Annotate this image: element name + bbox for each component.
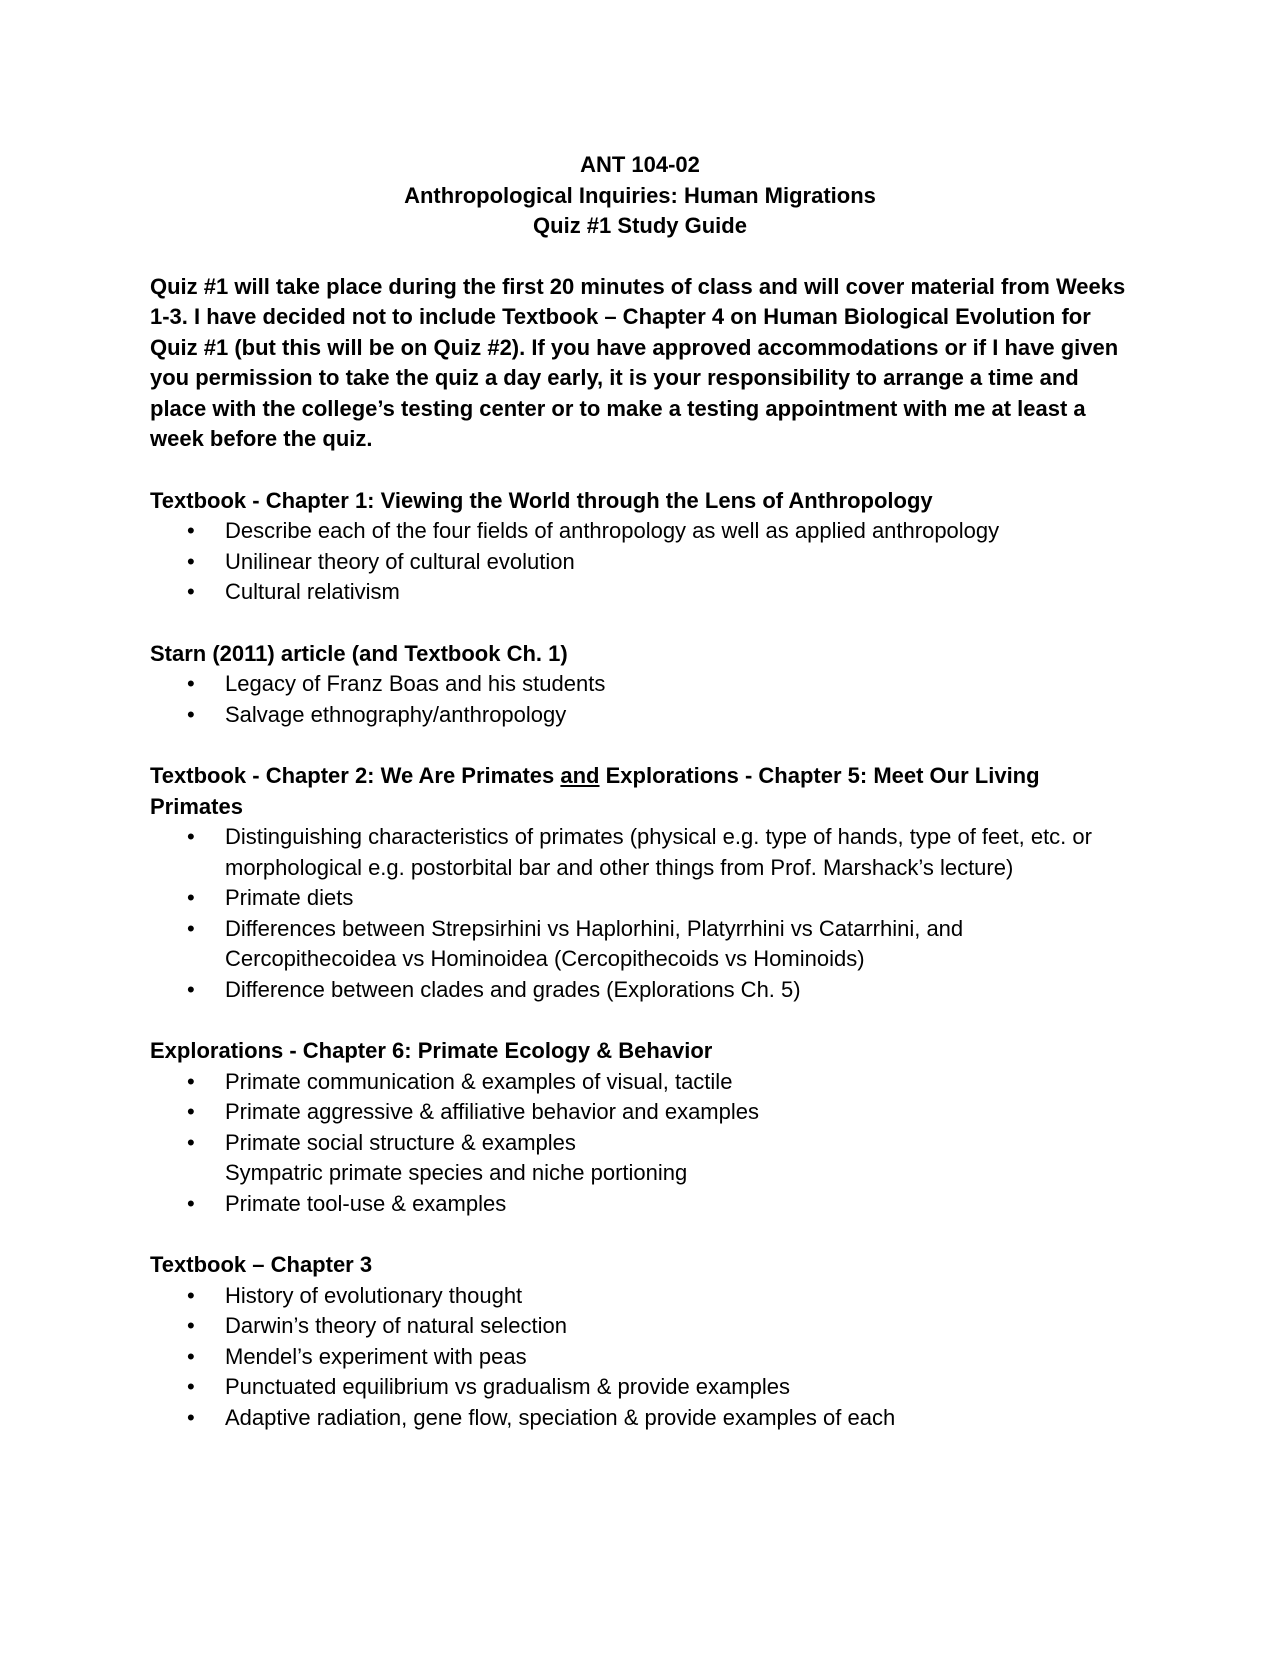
list-item: • Primate social structure & examples [150, 1128, 1130, 1159]
list-item: • Difference between clades and grades (Explorations Ch. 5) [150, 975, 1130, 1006]
list-item: • Salvage ethnography/anthropology [150, 700, 1130, 731]
course-code: ANT 104-02 [580, 152, 700, 177]
section-title-part: Textbook - Chapter 2: We Are Primates [150, 763, 561, 788]
list-item: • Describe each of the four fields of anthropology as well as applied anthropology [150, 516, 1130, 547]
list-item: • Legacy of Franz Boas and his students [150, 669, 1130, 700]
section-title: Starn (2011) article (and Textbook Ch. 1) [150, 640, 568, 666]
section-chapter-3 [150, 1250, 1130, 1433]
list-item: • Primate communication & examples of visual, tactile [150, 1067, 1130, 1098]
section-title: Textbook - Chapter 1: Viewing the World through the Lens of Anthropology [150, 487, 933, 513]
section-title-underlined: and [560, 763, 600, 788]
list-item: Sympatric primate species and niche portioning [225, 1160, 688, 1185]
topic-list [150, 1281, 1130, 1434]
list-item: • Primate diets [150, 883, 1130, 914]
section-title: Explorations - Chapter 6: Primate Ecology & Behavior [150, 1038, 713, 1063]
document-page [150, 150, 1130, 1464]
section-title-part: Explorations - Chapter 5: Meet Our Living Primates [150, 763, 1040, 819]
list-item: • Primate aggressive & affiliative behavior and examples [150, 1097, 1130, 1128]
section-chapter-1 [150, 486, 1130, 608]
section-starn-article [150, 639, 1130, 731]
list-item: • Differences between Strepsirhini vs Haplorhini, Platyrrhini vs Catarrhini, and Cercopithecoidea vs Hominoidea (Cercopithecoids vs Hominoids) [150, 914, 1130, 975]
list-item: • Distinguishing characteristics of primates (physical e.g. type of hands, type of feet, etc. or morphological e.g. postorbital bar and other things from Prof. Marshack’s lecture) [150, 822, 1130, 883]
topic-list [150, 516, 1130, 608]
list-item: • Cultural relativism [150, 577, 1130, 608]
intro-paragraph: Quiz #1 will take place during the first 20 minutes of class and will cover material from Weeks 1-3. I have decided not to include Textbook – Chapter 4 on Human Biological Evolution for Quiz #1 (but this will be on Quiz #2). If you have approved accommodations or if I have given you permission to take the quiz a day early, it is your responsibility to arrange a time and place with the college’s testing center or to make a testing appointment with me at least a week before the quiz. [150, 273, 1126, 451]
list-item: • History of evolutionary thought [150, 1281, 1130, 1312]
list-item: • Primate tool-use & examples [150, 1189, 1130, 1220]
section-title: Textbook – Chapter 3 [150, 1252, 373, 1277]
document-title: Quiz #1 Study Guide [533, 213, 747, 238]
list-item: • Punctuated equilibrium vs gradualism & provide examples [150, 1372, 1130, 1403]
list-item: • Darwin’s theory of natural selection [150, 1311, 1130, 1342]
section-chapter-2-and-5 [150, 761, 1130, 1005]
section-title [150, 761, 1130, 822]
section-chapter-6 [150, 1036, 1130, 1219]
topic-list [150, 669, 1130, 730]
course-title: Anthropological Inquiries: Human Migrations [404, 182, 876, 208]
list-item: • Adaptive radiation, gene flow, speciation & provide examples of each [150, 1403, 1130, 1434]
topic-list [150, 1067, 1130, 1220]
list-item: • Mendel’s experiment with peas [150, 1342, 1130, 1373]
topic-list [150, 822, 1130, 1005]
list-item: • Unilinear theory of cultural evolution [150, 547, 1130, 578]
document-header [150, 150, 1130, 242]
